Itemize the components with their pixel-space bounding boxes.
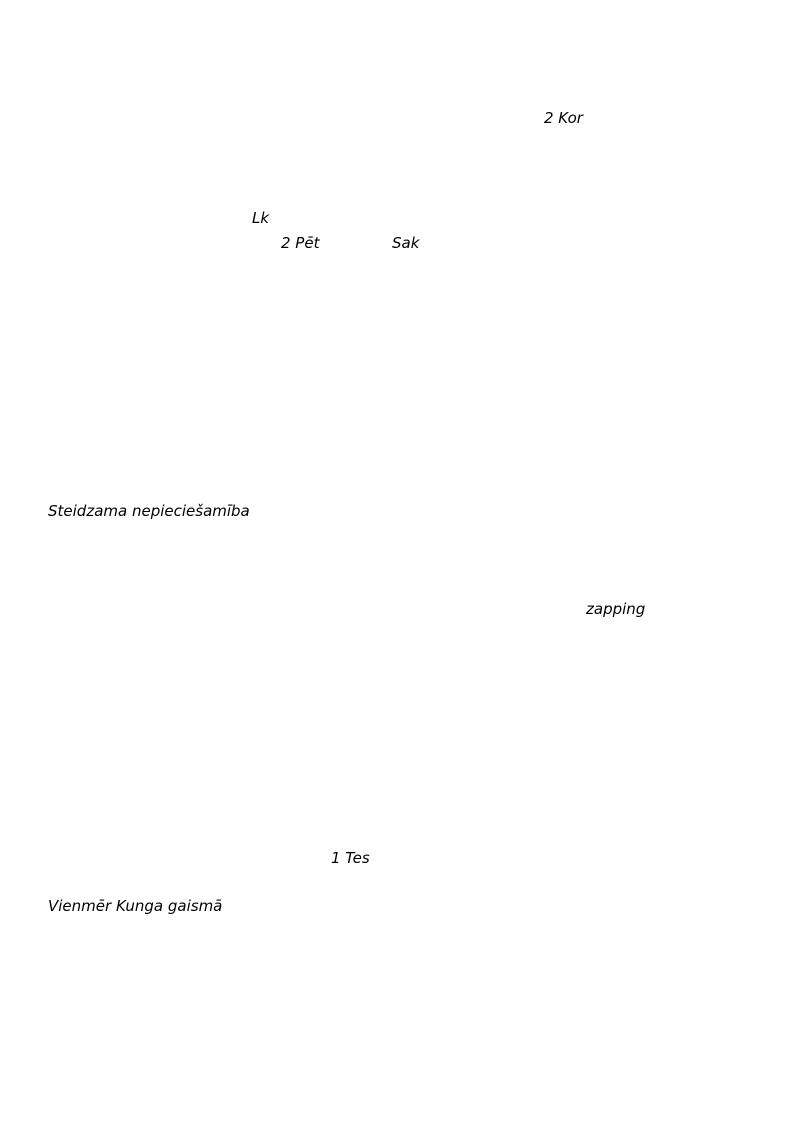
scripture-reference-1-tes: 1 Tes xyxy=(331,849,370,867)
section-heading-vienmer: Vienmēr Kunga gaismā xyxy=(48,897,223,915)
section-heading-steidzama: Steidzama nepieciešamība xyxy=(48,502,250,520)
scripture-reference-lk: Lk xyxy=(252,209,270,227)
scripture-reference-sak: Sak xyxy=(392,234,420,252)
scripture-reference-2-kor: 2 Kor xyxy=(544,109,583,127)
italic-word-zapping: zapping xyxy=(586,600,646,618)
scripture-reference-2-pet: 2 Pēt xyxy=(281,234,320,252)
